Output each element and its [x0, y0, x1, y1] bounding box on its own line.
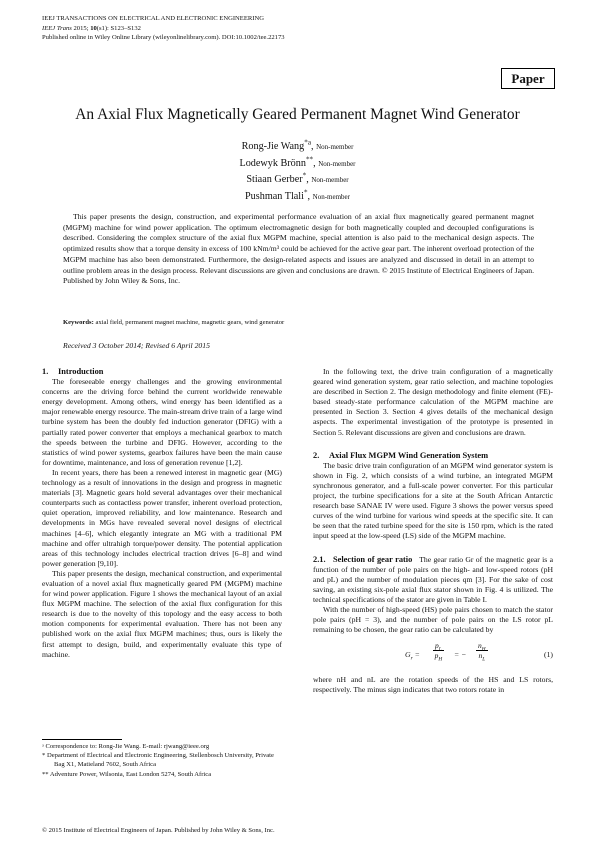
paper-title: An Axial Flux Magnetically Geared Permanent Magnet Wind Generator	[75, 106, 520, 123]
keywords-text: axial field, permanent magnet machine, magnetic gears, wind generator	[95, 319, 285, 326]
journal-name: IEEJ TRANSACTIONS ON ELECTRICAL AND ELECTRONIC ENGINEERING	[42, 15, 264, 22]
intro-paragraph-3: This paper presents the design, mechanical construction, and experimental evaluation of a novel axial flux magnetically geared PM (MGPM) machine for wind power application. Figure 1 shows the mechanical layout of an axial flux MGPM machine. The selection of the axial flux configuration for this research is due to the novelty of this topology and the easy access to both motion components for experimental evaluation. There has not been any published work on the axial flux MGPM machines; thus, ours is likely the first attempt to design, build, and experimentally evaluate this type of machine.	[42, 568, 282, 659]
paper-type-label: Paper	[501, 68, 555, 89]
author-3: Stiaan Gerber*, Non-member	[246, 171, 349, 185]
section-2-paragraph: The basic drive train configuration of an MGPM wind generator system is shown in Fig. 2, which consists of a wind turbine, an integrated MGPM synchronous generator, and a full-scale power converter. For this particular project, the turbine specifications for a site at the South African Antarctic research base SANAE IV were used. Figure 3 shows the power versus speed curves of the wind turbine for various wind speeds at the specific site. It can be seen that the rated turbine speed for the site is 150 rpm, which is the rated input speed at the low-speed (LS) side of the MGPM machine.	[313, 460, 553, 541]
footnote-rule	[42, 739, 122, 740]
journal-citation: IEEJ Trans 2015; 10(s1): S123–S132	[42, 24, 141, 32]
section-2-1-paragraph-3: where nH and nL are the rotation speeds of the HS and LS rotors, respectively. The minus sign indicates that two rotors rotate in	[313, 675, 553, 695]
abstract	[63, 212, 534, 287]
left-column	[42, 367, 282, 660]
intro-paragraph-2: In recent years, there has been a renewed interest in magnetic gear (MG) technology as a result of innovations in the design and progress in magnetic materials [3]. Magnetic gears hold several advantages over their mechanical counterparts such as contactless power transfer, inherent overload protection, quiet operation, improved reliability, and low maintenance. Research and developments in MGs have revealed several novel designs of electrical machines [4–6], which elegantly integrate an MG with a traditional PM machine and offer ultrahigh torque/power density. The potential application areas of this technology includes electrical traction drives [6–8] and wind power generation [9,10].	[42, 467, 282, 568]
section-2-1-paragraph-2: With the number of high-speed (HS) pole pairs chosen to match the stator pole pairs (pH = 3), and the number of pole pairs on the LS rotor pL remaining to be chosen, the gear ratio can be calculated by	[313, 604, 553, 635]
footnote-affiliation-2: ** Adventure Power, Wilsonia, East London 5274, South Africa	[42, 770, 212, 778]
received-dates: Received 3 October 2014; Revised 6 April 2015	[63, 341, 210, 350]
section-1-heading: 1. Introduction	[42, 367, 104, 376]
abstract-text: This paper presents the design, construction, and experimental performance evaluation of an axial flux magnetically geared permanent magnet (MGPM) machine for wind power application. The optimum electromagnetic design for both magnetically coupled and decoupled configurations is described. Considering the complex structure of the axial flux MGPM machine, special attention is also paid to the mechanical design aspects. The optimized results show that a torque density in excess of 100 kNm/m³ could be achieved for the active gear part. The inherent overload protection of the MGPM machine has also been demonstrated. Furthermore, the design-related aspects and issues are analyzed and discussed in detail in an attempt to outline problem areas in the design process. Relevant discussions are given and conclusions are drawn. © 2015 Institute of Electrical Engineers of Japan. Published by John Wiley & Sons, Inc.	[63, 212, 535, 286]
keywords: Keywords: axial field, permanent magnet machine, magnetic gears, wind generator	[63, 319, 285, 326]
right-column	[313, 367, 553, 695]
author-list	[0, 139, 595, 205]
footnotes	[42, 742, 282, 779]
journal-header	[42, 14, 285, 43]
author-4: Pushman Tlali*, Non-member	[245, 188, 350, 202]
paper-outline-paragraph: In the following text, the drive train configuration of a magnetically geared wind generation system, gear ratio selection, and machine topologies are described in Section 2. The design methodology and finite element (FE)-based steady-state performance calculation of the MGPM machine are presented in Section 3. Section 4 gives details of the mechanical design aspects. The experimental investigation of the prototype is presented in Section 5. Relevant discussions are given and conclusions are drawn.	[313, 367, 553, 437]
footnote-correspondence: ᵃ Correspondence to: Rong-Jie Wang. E-mail: rjwang@ieee.org	[42, 743, 210, 750]
section-2-1-paragraph-1: 2.1. Selection of gear ratio The gear ratio Gr of the magnetic gear is a function of the number of pole pairs on the high- and low-speed rotors (pH and pL) and the number of modulation pieces qm [3]. For the sake of cost saving, an existing six-pole axial flux stator shown in Fig. 4 is utilized. The technical specifications of the stator are given in Table I.	[313, 554, 553, 604]
author-2: Lodewyk Brönn**, Non-member	[239, 155, 356, 169]
equation-1: $G_r$ = $\frac{p_L}{p_H}$ = − $\frac{n_H}{n_L}$ (1)	[405, 641, 553, 663]
journal-doi: Published online in Wiley Online Library (wileyonlinelibrary.com). DOI:10.1002/tee.22173	[42, 34, 285, 42]
footnote-affiliation-1: * Department of Electrical and Electronic Engineering, Stellenbosch University, Private Bag X1, Matieland 7602, South Africa	[42, 752, 274, 769]
section-2-1-heading: 2.1. Selection of gear ratio	[313, 554, 413, 564]
intro-paragraph-1: The foreseeable energy challenges and the growing environmental concerns are the driving force behind the current worldwide renewable energy development. Among others, wind energy has been identified as a major renewable energy resource. The main-stream drive train of a large wind turbine system has been the doubly fed induction generator (DFIG) with a partially rated power converter that employs a mechanical gearbox to match the speeds between the turbine and DFIG. However, according to the statistics of wind power systems, gearbox failures have been the main cause for downtime, maintenance, and loss of generation revenue [1,2].	[42, 377, 282, 467]
author-1: Rong-Jie Wang$^{*a}$, Non-member	[241, 138, 354, 152]
section-2-heading: 2. Axial Flux MGPM Wind Generation System	[313, 450, 489, 460]
equation-number: (1)	[544, 650, 553, 660]
copyright-footer: © 2015 Institute of Electrical Engineers of Japan. Published by John Wiley & Sons, Inc.	[42, 827, 275, 834]
